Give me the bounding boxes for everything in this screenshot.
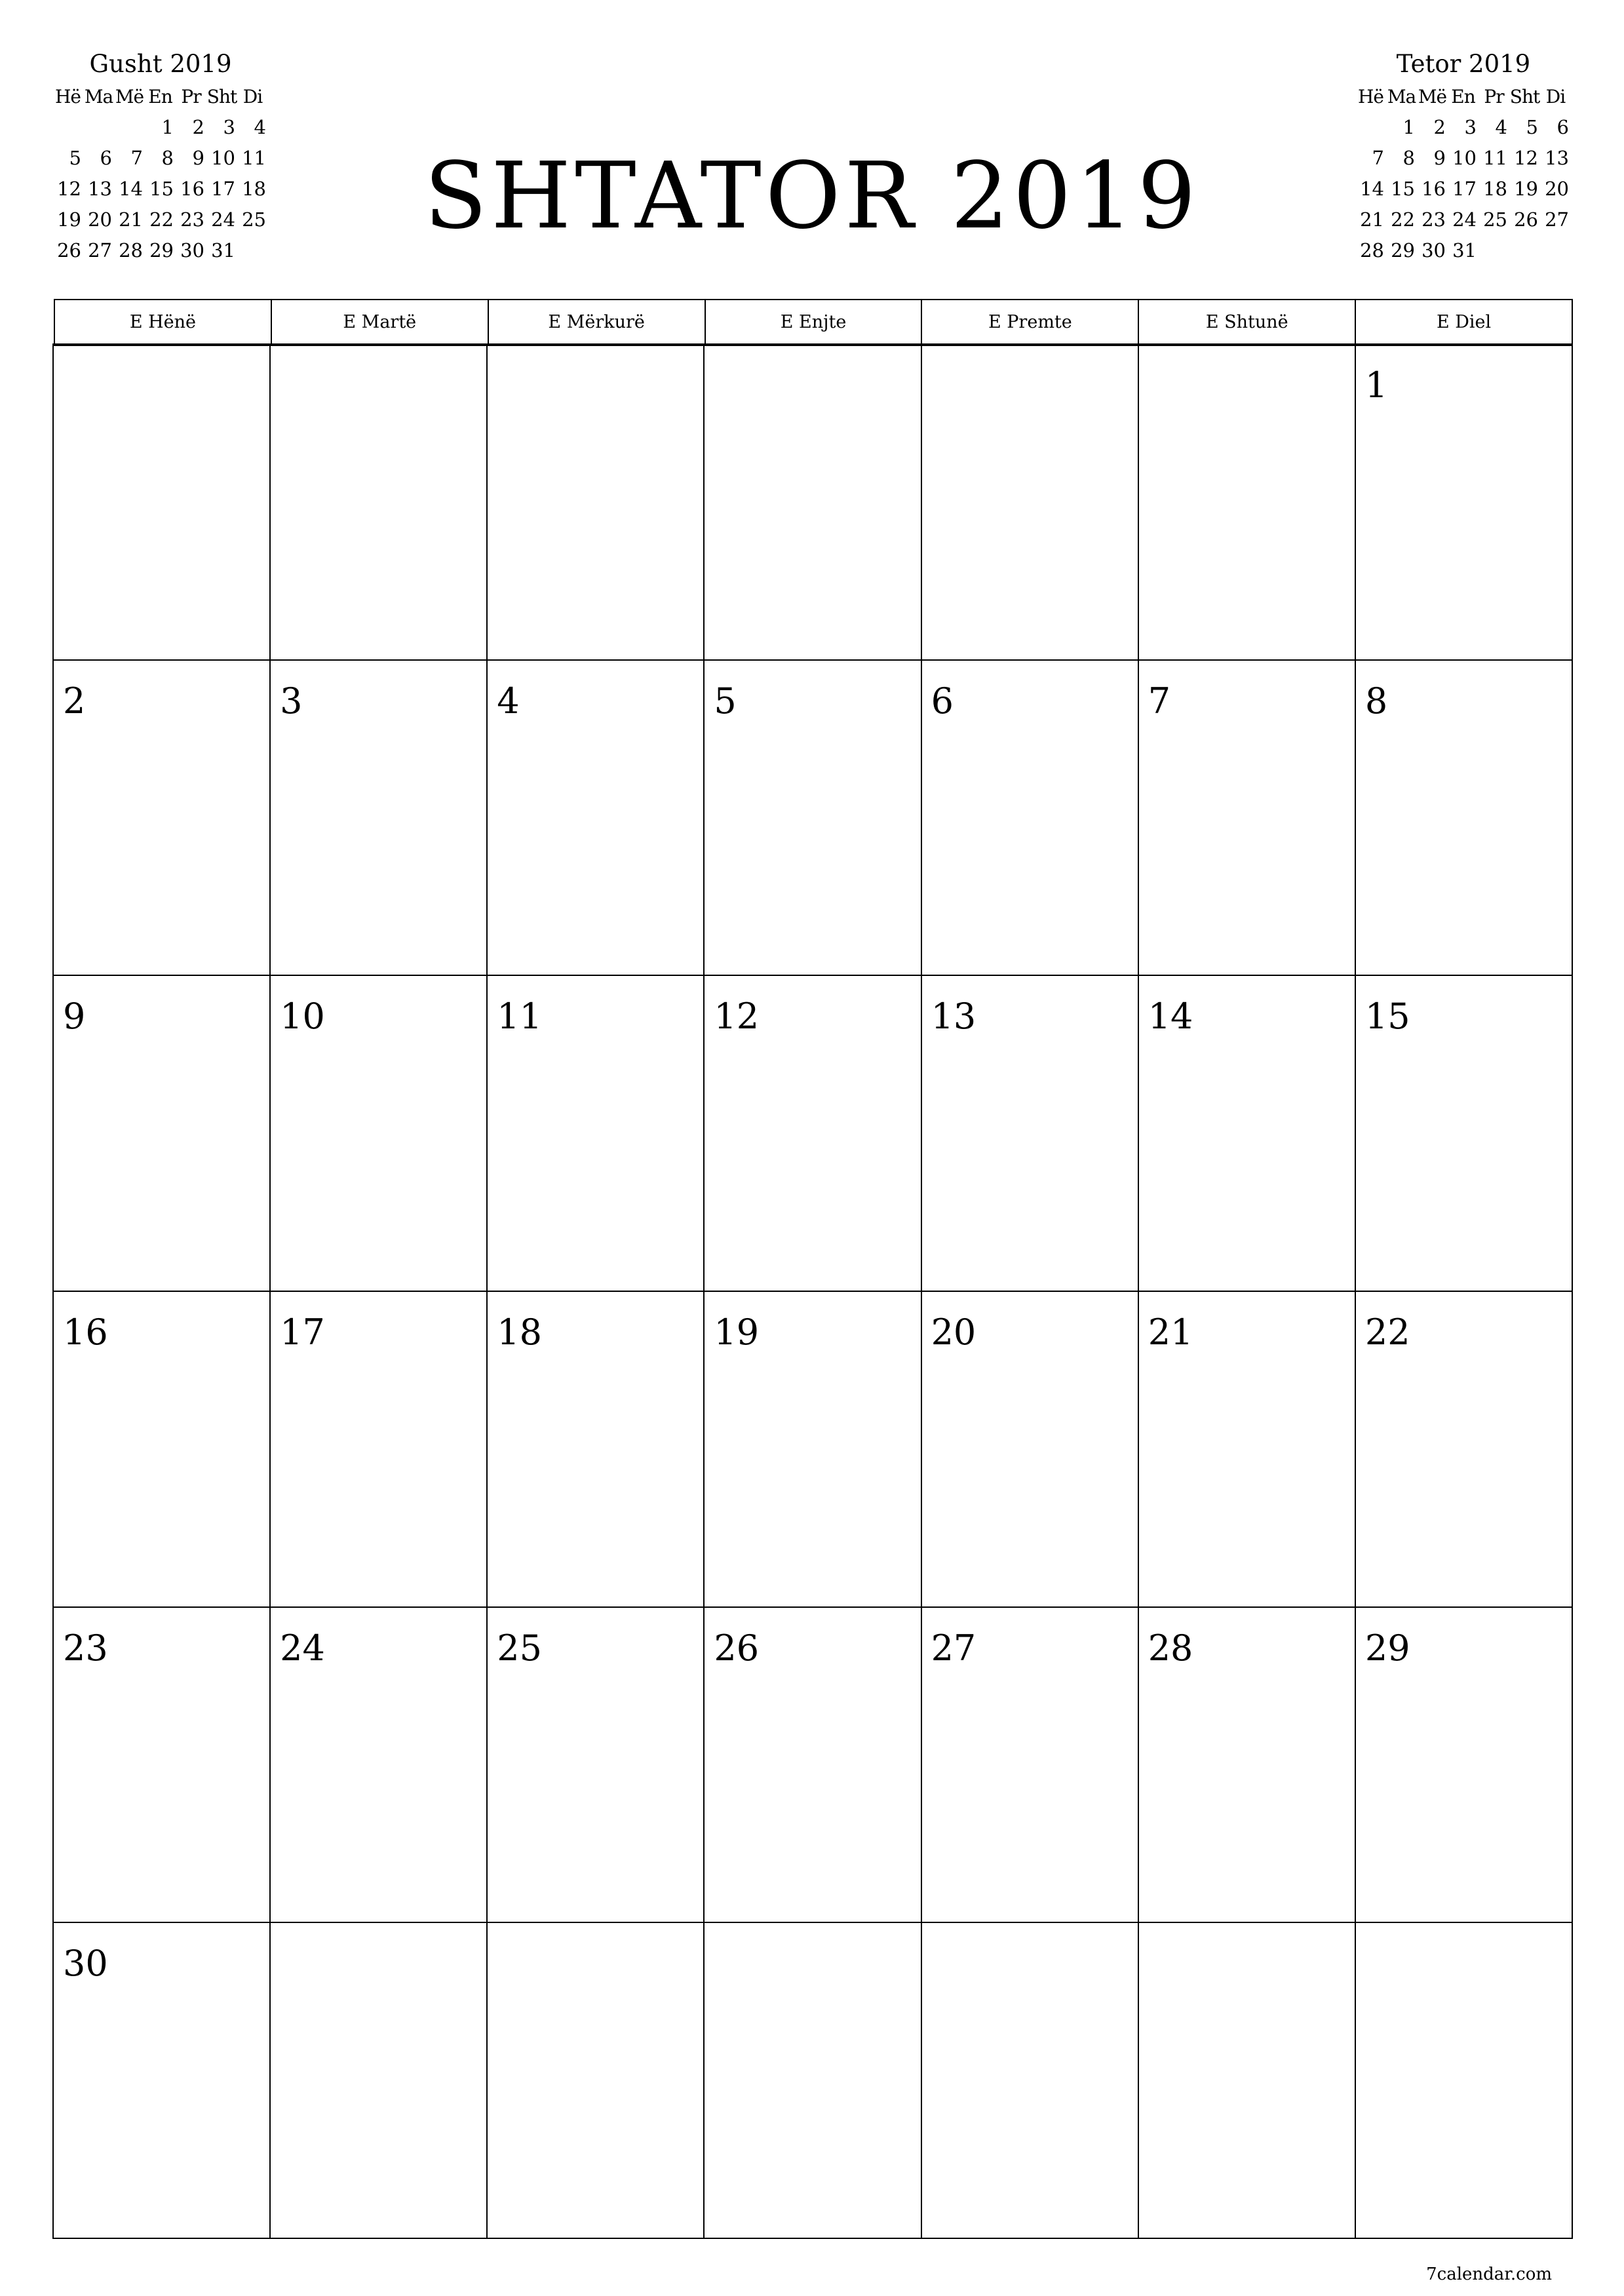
next-month-day: 27 [1545, 208, 1569, 231]
day-cell[interactable] [921, 343, 1139, 661]
next-month-day: 13 [1545, 147, 1569, 169]
day-cell[interactable] [1138, 343, 1356, 661]
prev-month-weekday: Sht [206, 86, 237, 107]
day-cell[interactable] [486, 659, 705, 977]
next-month-day: 12 [1514, 147, 1538, 169]
day-cell[interactable] [703, 1291, 921, 1608]
next-month-day [1540, 235, 1571, 266]
prev-month-day: 4 [254, 116, 266, 138]
prev-month-mini-calendar [52, 47, 269, 266]
prev-month-day: 15 [149, 178, 174, 200]
weekday-header: E Mërkurë [488, 299, 706, 346]
prev-month-day: 28 [119, 239, 143, 262]
day-cell[interactable] [269, 1291, 488, 1608]
day-number: 3 [280, 680, 303, 722]
next-month-weekday: Më [1418, 86, 1447, 107]
next-month-day: 16 [1421, 178, 1446, 200]
next-month-day: 26 [1514, 208, 1538, 231]
day-cell[interactable] [1355, 975, 1573, 1292]
day-number: 30 [63, 1943, 108, 1985]
page-title: SHTATOR 2019 [424, 143, 1200, 250]
prev-month-weekday: Di [242, 86, 263, 107]
day-cell[interactable] [486, 975, 705, 1292]
prev-month-day: 26 [57, 239, 81, 262]
day-cell[interactable] [52, 975, 271, 1292]
day-cell[interactable] [703, 1606, 921, 1924]
day-number: 1 [1364, 364, 1388, 406]
day-number: 22 [1364, 1311, 1410, 1353]
next-month-day: 30 [1421, 239, 1446, 262]
prev-month-day: 2 [192, 116, 204, 138]
prev-month-day: 9 [192, 147, 204, 169]
next-month-day: 9 [1433, 147, 1446, 169]
next-month-day: 19 [1514, 178, 1538, 200]
day-number: 10 [280, 996, 325, 1038]
day-cell[interactable] [486, 343, 705, 661]
weekday-header: E Martë [271, 299, 489, 346]
day-cell[interactable] [52, 1922, 271, 2239]
day-number: 17 [280, 1311, 325, 1353]
next-month-day: 1 [1402, 116, 1415, 138]
next-month-weekday: Hë [1358, 86, 1383, 107]
next-month-day [1479, 235, 1509, 266]
day-number: 20 [931, 1311, 976, 1353]
day-cell[interactable] [921, 975, 1139, 1292]
prev-month-day: 3 [223, 116, 235, 138]
weekday-header: E Enjte [705, 299, 923, 346]
prev-month-weekday: Pr [181, 86, 201, 107]
prev-month-day: 18 [242, 178, 266, 200]
day-number: 27 [931, 1627, 976, 1669]
day-number: 14 [1148, 996, 1193, 1038]
next-month-day: 23 [1421, 208, 1446, 231]
prev-month-day: 31 [211, 239, 235, 262]
next-month-day: 29 [1391, 239, 1415, 262]
prev-month-day [83, 112, 114, 143]
next-month-day: 18 [1483, 178, 1507, 200]
next-month-day: 11 [1483, 147, 1507, 169]
day-number: 15 [1364, 996, 1410, 1038]
day-cell[interactable] [921, 1291, 1139, 1608]
next-month-day: 7 [1372, 147, 1384, 169]
next-month-weekday: Pr [1484, 86, 1504, 107]
day-cell[interactable] [1138, 1291, 1356, 1608]
prev-month-day: 5 [69, 147, 81, 169]
weekday-header-row [54, 299, 1573, 346]
next-month-day: 10 [1452, 147, 1477, 169]
day-number: 6 [931, 680, 954, 722]
next-month-day: 24 [1452, 208, 1477, 231]
day-cell[interactable] [921, 1922, 1139, 2239]
next-month-day: 21 [1360, 208, 1384, 231]
prev-month-day: 6 [100, 147, 112, 169]
prev-month-day: 30 [180, 239, 204, 262]
prev-month-weekday: Ma [84, 86, 113, 107]
day-number: 26 [714, 1627, 760, 1669]
next-month-day: 3 [1464, 116, 1477, 138]
next-month-day: 5 [1526, 116, 1538, 138]
day-number: 21 [1148, 1311, 1193, 1353]
day-number: 7 [1148, 680, 1171, 722]
prev-month-day: 29 [149, 239, 174, 262]
next-month-day: 4 [1495, 116, 1507, 138]
day-cell[interactable] [1355, 659, 1573, 977]
day-number: 13 [931, 996, 976, 1038]
day-cell[interactable] [703, 659, 921, 977]
day-cell[interactable] [1355, 1291, 1573, 1608]
prev-month-day: 25 [242, 208, 266, 231]
weekday-header: E Hënë [54, 299, 272, 346]
prev-month-weekday: Më [115, 86, 144, 107]
next-month-day: 6 [1556, 116, 1569, 138]
day-number: 4 [497, 680, 520, 722]
next-month-day: 25 [1483, 208, 1507, 231]
weekday-header: E Diel [1355, 299, 1573, 346]
prev-month-day [237, 235, 268, 266]
prev-month-weekday: Hë [55, 86, 81, 107]
prev-month-grid [52, 81, 269, 266]
prev-month-day: 8 [161, 147, 174, 169]
prev-month-day [114, 112, 145, 143]
prev-month-day: 7 [130, 147, 143, 169]
day-number: 9 [63, 996, 86, 1038]
next-month-day: 28 [1360, 239, 1384, 262]
day-cell[interactable] [921, 659, 1139, 977]
day-cell[interactable] [269, 1922, 488, 2239]
day-cell[interactable] [921, 1606, 1139, 1924]
day-number: 24 [280, 1627, 325, 1669]
day-number: 25 [497, 1627, 542, 1669]
prev-month-day: 1 [161, 116, 174, 138]
day-cell[interactable] [1355, 1922, 1573, 2239]
day-number: 11 [497, 996, 542, 1038]
next-month-weekday: Ma [1387, 86, 1416, 107]
prev-month-weekday: En [148, 86, 172, 107]
next-month-day: 2 [1433, 116, 1446, 138]
day-number: 2 [63, 680, 86, 722]
day-cell[interactable] [486, 1606, 705, 1924]
prev-month-day: 11 [242, 147, 266, 169]
prev-month-day: 17 [211, 178, 235, 200]
next-month-day: 31 [1452, 239, 1477, 262]
prev-month-day: 21 [119, 208, 143, 231]
day-cell[interactable] [269, 1606, 488, 1924]
day-number: 12 [714, 996, 760, 1038]
next-month-day: 15 [1391, 178, 1415, 200]
weekday-header: E Shtunë [1138, 299, 1356, 346]
day-cell[interactable] [703, 975, 921, 1292]
prev-month-day: 19 [57, 208, 81, 231]
next-month-weekday: Di [1545, 86, 1566, 107]
next-month-weekday: Sht [1509, 86, 1540, 107]
next-month-day [1355, 112, 1386, 143]
day-cell[interactable] [1138, 659, 1356, 977]
prev-month-day: 16 [180, 178, 204, 200]
day-cell[interactable] [1138, 1922, 1356, 2239]
weeks-grid [54, 345, 1573, 2239]
day-cell[interactable] [1138, 1606, 1356, 1924]
day-cell[interactable] [486, 1922, 705, 2239]
prev-month-day: 24 [211, 208, 235, 231]
day-cell[interactable] [1355, 343, 1573, 661]
prev-month-day: 23 [180, 208, 204, 231]
day-cell[interactable] [52, 343, 271, 661]
day-number: 5 [714, 680, 737, 722]
next-month-day: 14 [1360, 178, 1384, 200]
day-cell[interactable] [703, 343, 921, 661]
day-number: 29 [1364, 1627, 1410, 1669]
day-cell[interactable] [52, 1291, 271, 1608]
month-grid [54, 299, 1573, 2239]
day-number: 16 [63, 1311, 108, 1353]
next-month-title: Tetor 2019 [1396, 50, 1531, 78]
prev-month-day: 12 [57, 178, 81, 200]
prev-month-day [52, 112, 83, 143]
next-month-mini-calendar [1355, 47, 1572, 266]
day-cell[interactable] [269, 975, 488, 1292]
prev-month-day: 13 [88, 178, 112, 200]
weekday-header: E Premte [921, 299, 1139, 346]
prev-month-day: 10 [211, 147, 235, 169]
day-cell[interactable] [52, 659, 271, 977]
day-cell[interactable] [52, 1606, 271, 1924]
next-month-grid [1355, 81, 1572, 266]
next-month-day: 8 [1402, 147, 1415, 169]
day-cell[interactable] [703, 1922, 921, 2239]
prev-month-day: 27 [88, 239, 112, 262]
prev-month-day: 14 [119, 178, 143, 200]
day-cell[interactable] [1355, 1606, 1573, 1924]
next-month-day: 17 [1452, 178, 1477, 200]
prev-month-day: 22 [149, 208, 174, 231]
prev-month-day: 20 [88, 208, 112, 231]
day-number: 23 [63, 1627, 108, 1669]
day-number: 8 [1364, 680, 1388, 722]
next-month-day [1509, 235, 1540, 266]
day-number: 28 [1148, 1627, 1193, 1669]
prev-month-title: Gusht 2019 [89, 50, 232, 78]
day-number: 19 [714, 1311, 760, 1353]
day-number: 18 [497, 1311, 542, 1353]
day-cell[interactable] [269, 659, 488, 977]
next-month-weekday: En [1451, 86, 1475, 107]
day-cell[interactable] [1138, 975, 1356, 1292]
day-cell[interactable] [269, 343, 488, 661]
next-month-day: 20 [1545, 178, 1569, 200]
footer-credit: 7calendar.com [1426, 2265, 1552, 2284]
next-month-day: 22 [1391, 208, 1415, 231]
day-cell[interactable] [486, 1291, 705, 1608]
